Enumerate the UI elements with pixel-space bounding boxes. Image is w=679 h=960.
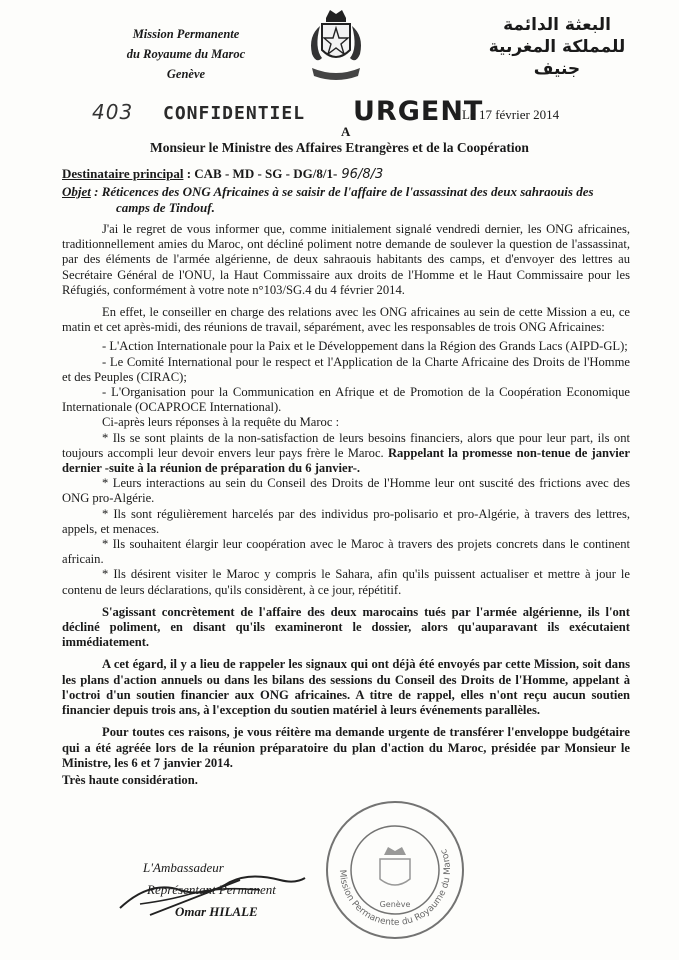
response-bullet: * Ils sont régulièrement harcelés par des individus pro-polisario et pro-Algérie, à travers des lettres, appels, et menaces. <box>62 506 630 536</box>
closing-formula: Très haute considération. <box>62 772 198 787</box>
response-bullet: * Ils souhaitent élargir leur coopération avec le Maroc à travers des projets concrets dans le continent africain. <box>62 537 630 567</box>
recipient-line: Monsieur le Ministre des Affaires Etrangères et de la Coopération <box>150 140 529 155</box>
response-bullet: * Ils désirent visiter le Maroc y compris le Sahara, afin qu'ils puissent actualiser et mettre à jour le contenu de leurs déclarations, qu'ils considèrent, à ce jour, répétitif. <box>62 567 630 597</box>
mission-seal-icon <box>320 795 470 945</box>
urgent-stamp: URGENT <box>353 96 484 127</box>
header-mission-french <box>96 24 276 84</box>
header-line-ar: جنيف <box>533 59 581 79</box>
list-item-ngo: - Le Comité International pour le respect et l'Application de la Charte Africaine des Droits de l'Homme et des Peuples (CIRAC); <box>62 354 630 384</box>
paragraph-meetings: En effet, le conseiller en charge des relations avec les ONG africaines au sein de cette Mission a eu, ce matin et cet après-midi, des réunions de travail, séparément, avec les responsables de trois ONG Africaines: <box>62 305 630 335</box>
header-mission-arabic <box>477 14 637 80</box>
destinataire-line <box>62 166 383 182</box>
destinataire-value: : CAB - MD - SG - DG/8/1- <box>183 166 338 181</box>
header-line: Genève <box>166 67 206 81</box>
royal-emblem-icon <box>300 6 372 90</box>
response-bullet-text: * Ils se sont plaints de la non-satisfaction de leurs besoins financiers, alors que pour leur part, ils ont toujours accompli leur devoir envers leur pays frère le Maroc. <box>62 430 630 460</box>
paragraph-affair: S'agissant concrètement de l'affaire des deux marocains tués par l'armée algérienne, ils l'ont décliné poliment, en disant qu'ils examineront le dossier, alors qu'auparavant ils exécutaient immédiatement. <box>62 604 630 650</box>
confidential-stamp: CONFIDENTIEL <box>163 103 306 124</box>
objet-block <box>62 184 627 216</box>
signature-title: Représentant Permanent <box>147 882 276 897</box>
objet-label: Objet <box>62 184 91 199</box>
header-line: du Royaume du Maroc <box>126 47 246 61</box>
paragraph-intro: J'ai le regret de vous informer que, comme initialement signalé vendredi dernier, les ONG africaines, traditionnellement amies du Maroc, ont décliné poliment notre demande de soulever la question de l'assassinat, par des éléments de l'armée algérienne, de deux sahraouis habitants des camps, et d'envoyer des lettres au Secrétaire Général de l'ONU, la Haut Commissaire aux droits de l'Homme et le Haut Commissaire pour les Réfugiés, conformément à votre note n°103/SG.4 du 4 février 2014. <box>62 222 630 297</box>
letter-body <box>62 222 630 795</box>
destinataire-label: Destinataire principal <box>62 166 184 181</box>
to-marker: A <box>341 124 351 139</box>
list-item-ngo: - L'Organisation pour la Communication en Afrique et de Promotion de la Coopération Economique Internationale (OCAPROCE International). <box>62 385 630 415</box>
response-bullet-bold: Rappelant la promesse non-tenue de janvier dernier -suite à la réunion de préparation du 6 janvier-. <box>62 445 630 476</box>
seal-ring-text: Mission Permanente du Royaume du Maroc <box>336 847 454 929</box>
handwritten-signature-icon <box>110 860 310 930</box>
response-bullet: * Leurs interactions au sein du Conseil des Droits de l'Homme leur ont suscité des frictions avec des ONG pro-Algérie. <box>62 476 630 506</box>
header-line: Mission Permanente <box>132 27 240 41</box>
letter-date: Le 17 février 2014 <box>462 107 560 122</box>
header-line-ar: البعثة الدائمة <box>503 15 611 35</box>
signature-title: L'Ambassadeur <box>143 860 224 875</box>
objet-line1: : Réticences des ONG Africaines à se saisir de l'affaire de l'assassinat des deux sahraouis des <box>90 184 594 199</box>
paragraph-request: Pour toutes ces raisons, je vous réitère ma demande urgente de transférer l'enveloppe budgétaire qui a été agréée lors de la réunion préparatoire du plan d'action du Maroc, présidée par Monsieur le Ministre, les 6 et 7 janvier 2014. <box>62 725 630 770</box>
handwritten-reference-number: 403 <box>92 100 134 124</box>
paragraph-signals: A cet égard, il y a lieu de rappeler les signaux qui ont déjà été envoyés par cette Mission, soit dans les plans d'action annuels ou dans les bilans des sessions du Conseil des Droits de l'Homme, appelant à l'octroi d'un soutien financier aux ONG africaines. A titre de rappel, elles n'ont reçu aucun soutien financier depuis trois ans, à l'exception du soutien matériel à leurs événements parallèles. <box>62 657 630 718</box>
response-bullet <box>62 431 630 477</box>
seal-city: Genève <box>379 900 411 909</box>
signatory-name: Omar HILALE <box>175 904 258 919</box>
list-item-ngo: - L'Action Internationale pour la Paix et le Développement dans la Région des Grands Lacs (AIPD-GL); <box>102 339 628 354</box>
header-line-ar: للمملكة المغربية <box>488 37 626 57</box>
responses-intro: Ci-après leurs réponses à la requête du Maroc : <box>102 415 340 430</box>
destinataire-handwritten: 96/8/3 <box>337 167 384 182</box>
objet-line2: camps de Tindouf. <box>116 200 215 215</box>
